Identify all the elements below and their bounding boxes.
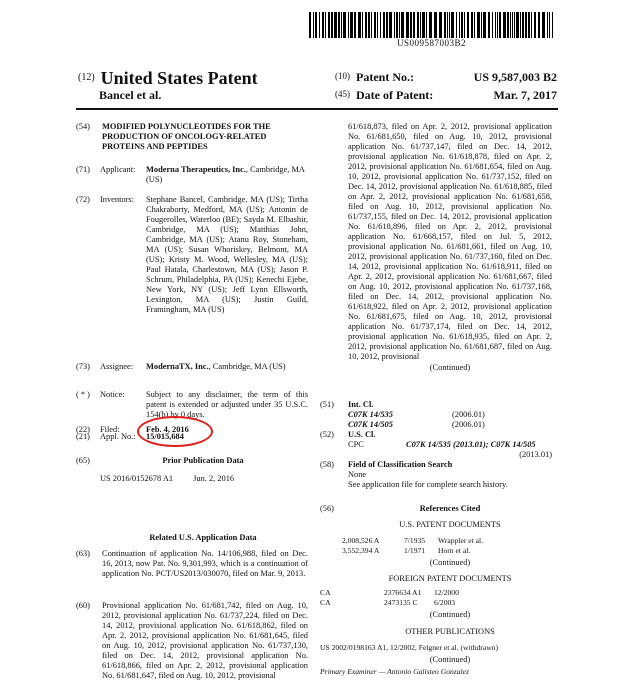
applicant-location: , Cambridge, MA (US) <box>146 165 305 184</box>
inventors-label: Inventors: <box>100 195 134 204</box>
barcode-bar <box>434 12 437 38</box>
barcode-bar <box>365 12 367 38</box>
inventors-list: Stephane Bancel, Cambridge, MA (US); Tirtha Chakraborty, Medford, MA (US); Antonin de Fougerolles, Waterloo (BE); Sayda M. Elbashir, Cambridge, MA (US); Matthias John, Cambridge, MA (US); Atanu Roy, Stoneham, MA (US); Susan Whoriskey, Belmont, MA (US); Kristy M. Wood, Wellesley, MA (US); Paul Hatala, Charlestown, MA (US); Jason P. Schrum, Philadelphia, PA (US); Kenechi Ejebe, New York, NY (US); Jeff Lynn Ellsworth, Lexington, MA (US); Justin Guild, Framingham, MA (US) <box>146 195 308 314</box>
barcode-bar <box>520 12 521 38</box>
barcode-bar <box>401 12 404 38</box>
provisional-continued-text: 61/618,873, filed on Apr. 2, 2012, provisional application No. 61/681,650, filed on Aug. 10, 2012, provisional application No. 61/737,147, filed on Dec. 14, 2012, provisional application No. 61/618,878, filed on Apr. 2, 2012, provisional application No. 61/681,654, filed on Aug. 10, 2012, provisional application No. 61/737,152, filed on Dec. 14, 2012, provisional application No. 61/618,885, filed on Apr. 2, 2012, provisional application No. 61/681,658, filed on Aug. 10, 2012, provisional application No. 61/737,155, filed on Dec. 14, 2012, provisional application No. 61/618,896, filed on Apr. 2, 2012, provisional application No. 61/668,157, filed on Jul. 5, 2012, provisional application No. 61/681,661, filed on Aug. 10, 2012, provisional application No. 61/737,160, filed on Dec. 14, 2012, provisional application No. 61/618,911, filed on Apr. 2, 2012, provisional application No. 61/681,667, filed on Aug. 10, 2012, provisional application No. 61/737,168, filed on Dec. 14, 2012, provisional application No. 61/618,922, filed on Apr. 2, 2012, provisional application No. 61/681,675, filed on Aug. 10, 2012, provisional application No. 61/737,174, filed on Dec. 14, 2012, provisional application No. 61/618,935, filed on Apr. 2, 2012, provisional application No. 61/681,687, filed on Aug. 10, 2012, provisional <box>348 122 552 361</box>
inid-51: (51) <box>320 400 334 409</box>
barcode-bar <box>522 12 524 38</box>
patent-number-line <box>335 70 557 85</box>
barcode-bar <box>477 12 480 38</box>
barcode-bar <box>464 12 465 38</box>
barcode-bar <box>497 12 498 38</box>
barcode-bar <box>362 12 363 38</box>
continued-label-2: (Continued) <box>429 558 471 567</box>
us-doc-num: 2,008,526 A <box>342 536 380 545</box>
barcode-bar <box>507 12 509 38</box>
inid-58: (58) <box>320 460 334 469</box>
notice-label: Notice: <box>100 390 125 399</box>
right-column <box>320 122 552 373</box>
inid-54: (54) <box>76 122 90 131</box>
continuation-text: Continuation of application No. 14/106,988, filed on Dec. 16, 2013, now Pat. No. 9,301,993, which is a continuation of application No. PCT/US2013/030070, filed on Mar. 9, 2013. <box>102 549 308 578</box>
foreign-doc-cc: CA <box>320 598 331 607</box>
barcode-bar <box>447 12 448 38</box>
barcode-bar <box>380 12 381 38</box>
barcode-bar <box>406 12 409 38</box>
barcode <box>309 12 554 38</box>
foreign-docs-heading: FOREIGN PATENT DOCUMENTS <box>388 574 512 583</box>
barcode-bar <box>377 12 378 38</box>
filed-date: Feb. 4, 2016 <box>146 425 189 434</box>
barcode-bar <box>488 12 490 38</box>
barcode-bar <box>350 12 353 38</box>
barcode-bar <box>348 12 349 38</box>
other-pub-heading: OTHER PUBLICATIONS <box>405 627 495 636</box>
barcode-bar <box>549 12 550 38</box>
us-docs-heading: U.S. PATENT DOCUMENTS <box>399 520 501 529</box>
barcode-bar <box>413 12 415 38</box>
barcode-bar <box>328 12 330 38</box>
barcode-bar <box>396 12 398 38</box>
patent-title-heading: United States Patent <box>100 68 258 88</box>
foreign-doc-date: 6/2003 <box>434 598 456 607</box>
barcode-bar <box>331 12 333 38</box>
barcode-bar <box>309 12 311 38</box>
barcode-bar <box>503 12 506 38</box>
barcode-bar <box>315 12 317 38</box>
continued-label-3: (Continued) <box>429 610 471 619</box>
references-heading: References Cited <box>419 504 481 513</box>
applicant-label: Applicant: <box>100 165 136 174</box>
patent-header-title <box>78 68 258 89</box>
prior-pub-date: Jun. 2, 2016 <box>193 474 235 483</box>
inid-45: (45) <box>335 89 350 99</box>
foreign-doc-date: 12/2000 <box>434 588 459 597</box>
barcode-bar <box>386 12 388 38</box>
field-search-note: See application file for complete search history. <box>348 480 508 489</box>
barcode-bar <box>531 12 532 38</box>
references-entry <box>320 504 552 677</box>
notice-text: Subject to any disclaimer, the term of this patent is extended or adjusted under 35 U.S.C. 154(b) by 0 days. <box>146 390 308 419</box>
invention-title: MODIFIED POLYNUCLEOTIDES FOR THE PRODUCTION OF ONCOLOGY-RELATED PROTEINS AND PEPTIDES <box>102 122 271 151</box>
barcode-bar <box>444 12 446 38</box>
patent-no-label: Patent No.: <box>356 70 414 84</box>
barcode-bar <box>439 12 442 38</box>
barcode-bar <box>429 12 432 38</box>
patent-number: US 9,587,003 B2 <box>473 70 557 84</box>
cpc-codes: C07K 14/535 (2013.01); C07K 14/505 <box>406 440 536 449</box>
patent-date: Mar. 7, 2017 <box>493 88 557 102</box>
barcode-number: US009587003B2 <box>396 38 466 48</box>
inid-60: (60) <box>76 601 90 610</box>
barcode-bar <box>322 12 324 38</box>
intcl-date-1: (2006.01) <box>452 410 485 419</box>
barcode-bar <box>343 12 346 38</box>
barcode-bar <box>542 12 545 38</box>
highlight-circle <box>137 416 213 447</box>
examiner-line: Primary Examiner — Antonio Galisteo Gonzalez <box>320 667 469 676</box>
barcode-bar <box>528 12 530 38</box>
inid-22: (22) <box>76 425 90 434</box>
prior-pub-number: US 2016/0152678 A1 <box>100 474 174 483</box>
barcode-bar <box>338 12 340 38</box>
barcode-bar <box>456 12 457 38</box>
inid-63: (63) <box>76 549 90 558</box>
us-doc-date: 7/1935 <box>404 536 426 545</box>
barcode-bar <box>334 12 337 38</box>
inid-12: (12) <box>78 72 95 83</box>
field-search-label: Field of Classification Search <box>348 460 453 469</box>
barcode-bar <box>492 12 493 38</box>
barcode-bar <box>389 12 392 38</box>
barcode-bar <box>499 12 501 38</box>
inid-52: (52) <box>320 430 334 439</box>
inid-73: (73) <box>76 362 90 371</box>
foreign-doc-num: 2473135 C <box>384 598 418 607</box>
inid-56: (56) <box>320 504 334 513</box>
assignee-label: Assignee: <box>100 362 134 371</box>
foreign-doc-num: 2376634 A1 <box>384 588 422 597</box>
inid-21: (21) <box>76 432 90 441</box>
cpc-label: CPC <box>348 440 364 449</box>
barcode-bar <box>467 12 469 38</box>
barcode-bar <box>368 12 370 38</box>
us-doc-row <box>342 536 552 546</box>
barcode-bar <box>512 12 513 38</box>
foreign-docs-list <box>320 588 552 608</box>
inid-71: (71) <box>76 165 90 174</box>
barcode-bar <box>341 12 342 38</box>
us-doc-row <box>342 546 552 556</box>
barcode-bar <box>538 12 540 38</box>
barcode-bar <box>451 12 454 38</box>
us-doc-name: Horn et al. <box>438 546 471 555</box>
barcode-bar <box>383 12 385 38</box>
barcode-bar <box>394 12 395 38</box>
barcode-bar <box>471 12 473 38</box>
barcode-bar <box>516 12 519 38</box>
intcl-code-2: C07K 14/505 <box>348 420 393 429</box>
barcode-bar <box>534 12 536 38</box>
barcode-bar <box>399 12 400 38</box>
barcode-bar <box>481 12 482 38</box>
barcode-bar <box>510 12 511 38</box>
us-doc-date: 1/1971 <box>404 546 426 555</box>
continued-label-4: (Continued) <box>429 655 471 664</box>
related-heading: Related U.S. Application Data <box>149 533 257 542</box>
barcode-bar <box>459 12 460 38</box>
inid-10: (10) <box>335 71 350 81</box>
us-docs-list <box>320 536 552 556</box>
barcode-bar <box>354 12 356 38</box>
intcl-label: Int. Cl. <box>348 400 374 409</box>
patent-date-line <box>335 88 557 103</box>
cpc-date: (2013.01) <box>519 450 552 459</box>
provisional-text: Provisional application No. 61/681,742, filed on Aug. 10, 2012, provisional application No. 61/737,224, filed on Dec. 14, 2012, provisional application No. 61/618,862, filed on Apr. 2, 2012, provisional application No. 61/681,645, filed on Aug. 10, 2012, provisional application No. 61/737,130, filed on Dec. 14, 2012, provisional application No. 61/618,866, filed on Apr. 2, 2012, provisional application No. 61/681,647, filed on Aug. 10, 2012, provisional <box>102 601 308 680</box>
barcode-bar <box>374 12 376 38</box>
barcode-bar <box>449 12 450 38</box>
barcode-bar <box>420 12 421 38</box>
assignee-location: , Cambridge, MA (US) <box>208 362 286 371</box>
foreign-doc-row <box>320 588 552 598</box>
barcode-bar <box>483 12 486 38</box>
barcode-bar <box>474 12 475 38</box>
patent-date-label: Date of Patent: <box>356 88 434 102</box>
barcode-bar <box>422 12 425 38</box>
us-doc-name: Wrappler et al. <box>438 536 484 545</box>
barcode-bar <box>371 12 372 38</box>
prior-pub-heading: Prior Publication Data <box>162 456 244 465</box>
notice-code: ( * ) <box>76 390 90 399</box>
barcode-bar <box>514 12 515 38</box>
barcode-bar <box>461 12 463 38</box>
inventor-short: Bancel et al. <box>99 88 162 102</box>
barcode-bar <box>547 12 548 38</box>
barcode-bar <box>417 12 419 38</box>
other-pub-text: US 2002/0198163 A1, 12/2002, Felgner et al. (withdrawn) <box>320 643 499 652</box>
inid-65: (65) <box>76 456 90 465</box>
header-rule <box>76 108 558 110</box>
applicant-name: Moderna Therapeutics, Inc. <box>146 165 246 174</box>
intcl-date-2: (2006.01) <box>452 420 485 429</box>
us-doc-num: 3,552,394 A <box>342 546 380 555</box>
appl-number: 15/015,684 <box>146 432 184 441</box>
barcode-bar <box>358 12 361 38</box>
barcode-bar <box>426 12 427 38</box>
barcode-bar <box>325 12 326 38</box>
foreign-doc-cc: CA <box>320 588 331 597</box>
prior-pub-entry <box>76 456 306 484</box>
barcode-bar <box>319 12 320 38</box>
barcode-bar <box>410 12 412 38</box>
foreign-doc-row <box>320 598 552 608</box>
barcode-bar <box>495 12 496 38</box>
barcode-bar <box>525 12 527 38</box>
assignee-name: ModernaTX, Inc. <box>146 362 209 371</box>
filed-label: Filed: <box>100 425 120 434</box>
inid-72: (72) <box>76 195 90 204</box>
continued-label-1: (Continued) <box>429 363 471 372</box>
intcl-code-1: C07K 14/535 <box>348 410 393 419</box>
field-search-none: None <box>348 470 367 479</box>
appl-label: Appl. No.: <box>100 432 136 441</box>
uscl-label: U.S. Cl. <box>348 430 376 439</box>
barcode-bar <box>552 12 553 38</box>
barcode-bar <box>313 12 314 38</box>
